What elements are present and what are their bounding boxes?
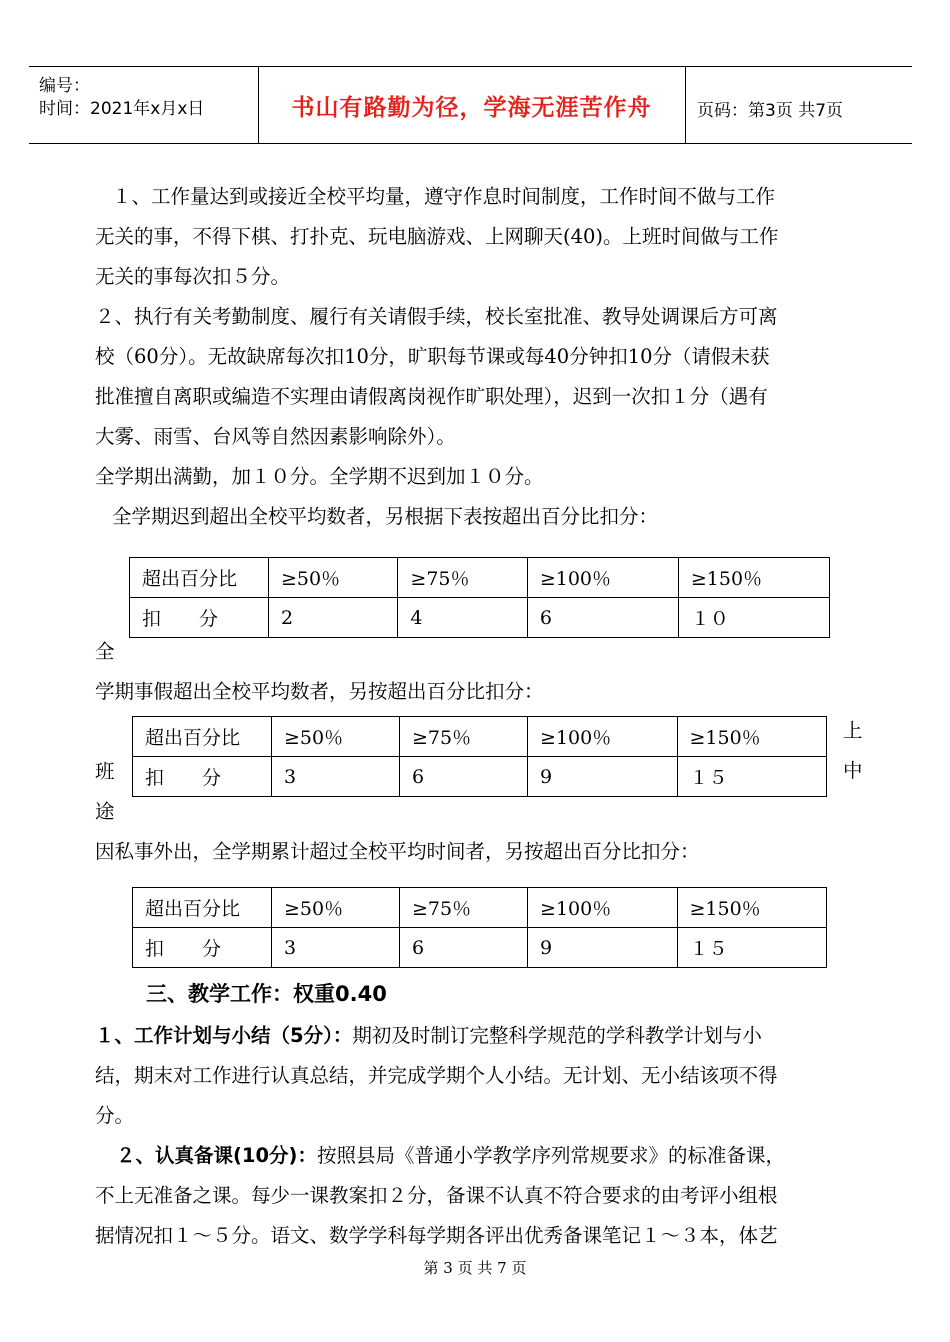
table-cell: 扣 分 <box>133 928 272 968</box>
late-deduction-table <box>129 557 830 638</box>
text-fragment: 中 <box>843 759 863 782</box>
paragraph-line: 据情况扣１～５分。语文、数学学科每学期各评出优秀备课笔记１～３本，体艺 <box>95 1224 778 1247</box>
table-cell: ≥100％ <box>528 888 677 928</box>
item-text: 按照县局《普通小学教学序列常规要求》的标准备课， <box>316 1144 785 1167</box>
paragraph-line: 学期事假超出全校平均数者，另按超出百分比扣分： <box>95 680 544 703</box>
paragraph-line: １、工作量达到或接近全校平均量，遵守作息时间制度，工作时间不做与工作 <box>112 185 776 208</box>
table-cell: 超出百分比 <box>133 888 272 928</box>
table-cell: 6 <box>527 598 678 638</box>
paragraph-line: 结，期末对工作进行认真总结，并完成学期个人小结。无计划、无小结该项不得 <box>95 1064 778 1087</box>
table-cell: 3 <box>272 928 400 968</box>
table-cell: 6 <box>400 757 528 797</box>
paragraph-line: 大雾、雨雪、台风等自然因素影响除外）。 <box>95 425 456 448</box>
table-row <box>133 928 827 968</box>
paragraph-line: 分。 <box>95 1104 135 1127</box>
table-cell: 9 <box>528 757 677 797</box>
motto: 书山有路勤为径，学海无涯苦作舟 <box>291 95 652 121</box>
table-cell: 4 <box>398 598 527 638</box>
text-fragment: 上 <box>843 719 863 742</box>
table-cell: １５ <box>677 757 827 797</box>
table-cell: 超出百分比 <box>130 558 269 598</box>
table-cell: ≥100％ <box>528 717 677 757</box>
leave-deduction-table <box>132 716 827 797</box>
text-fragment: 班 <box>95 760 115 783</box>
text-fragment: 全 <box>95 640 115 663</box>
item-title: ２、认真备课(10分)： <box>116 1144 317 1167</box>
table-cell: ≥75％ <box>398 558 527 598</box>
number-label: 编号： <box>39 76 90 96</box>
table-cell: ≥150％ <box>677 717 827 757</box>
table-cell: 3 <box>272 757 400 797</box>
table-cell: ≥150％ <box>678 558 829 598</box>
paragraph-line: 无关的事，不得下棋、打扑克、玩电脑游戏、上网聊天(40)。上班时间做与工作 <box>95 225 779 248</box>
outing-deduction-table <box>132 887 827 968</box>
table-row <box>130 598 830 638</box>
table-cell: ≥75％ <box>400 888 528 928</box>
table-row <box>133 757 827 797</box>
item-title: １、工作计划与小结（5分）： <box>95 1024 353 1047</box>
paragraph-line: 批准擅自离职或编造不实理由请假离岗视作旷职处理），迟到一次扣１分（遇有 <box>95 385 768 408</box>
table-row <box>133 888 827 928</box>
paragraph-line: 校（60分）。无故缺席每次扣10分，旷职每节课或每40分钟扣10分（请假未获 <box>95 345 770 368</box>
item-text: 期初及时制订完整科学规范的学科教学计划与小 <box>352 1024 762 1047</box>
table-cell: 扣 分 <box>133 757 272 797</box>
table-cell: 6 <box>400 928 528 968</box>
paragraph-line <box>116 1140 785 1168</box>
paragraph-line <box>95 1020 762 1048</box>
table-cell: ≥50％ <box>272 717 400 757</box>
table-cell: １０ <box>678 598 829 638</box>
table-cell: 扣 分 <box>130 598 269 638</box>
paragraph-line: 无关的事每次扣５分。 <box>95 265 291 288</box>
table-cell: ≥50％ <box>269 558 398 598</box>
paragraph-line: 全学期出满勤，加１０分。全学期不迟到加１０分。 <box>95 465 544 488</box>
table-row <box>133 717 827 757</box>
page-indicator: 页码：第3页 共7页 <box>697 101 844 121</box>
page-footer: 第 3 页 共 7 页 <box>423 1259 527 1277</box>
table-cell: 超出百分比 <box>133 717 272 757</box>
page-header <box>29 66 912 144</box>
section-heading: 三、教学工作：权重0.40 <box>146 982 387 1006</box>
table-row <box>130 558 830 598</box>
table-cell: 9 <box>528 928 677 968</box>
table-cell: ≥75％ <box>400 717 528 757</box>
table-cell: 2 <box>269 598 398 638</box>
header-divider <box>685 67 686 143</box>
table-cell: ≥150％ <box>677 888 827 928</box>
paragraph-line: 因私事外出，全学期累计超过全校平均时间者，另按超出百分比扣分： <box>95 840 700 863</box>
paragraph-line: ２、执行有关考勤制度、履行有关请假手续，校长室批准、教导处调课后方可离 <box>95 305 778 328</box>
text-fragment: 途 <box>95 800 115 823</box>
paragraph-line: 不上无准备之课。每少一课教案扣２分，备课不认真不符合要求的由考评小组根 <box>95 1184 778 1207</box>
time-label: 时间：2021年x月x日 <box>39 99 205 119</box>
table-cell: １５ <box>677 928 827 968</box>
paragraph-line: 全学期迟到超出全校平均数者，另根据下表按超出百分比扣分： <box>112 505 659 528</box>
table-cell: ≥100％ <box>527 558 678 598</box>
table-cell: ≥50％ <box>272 888 400 928</box>
